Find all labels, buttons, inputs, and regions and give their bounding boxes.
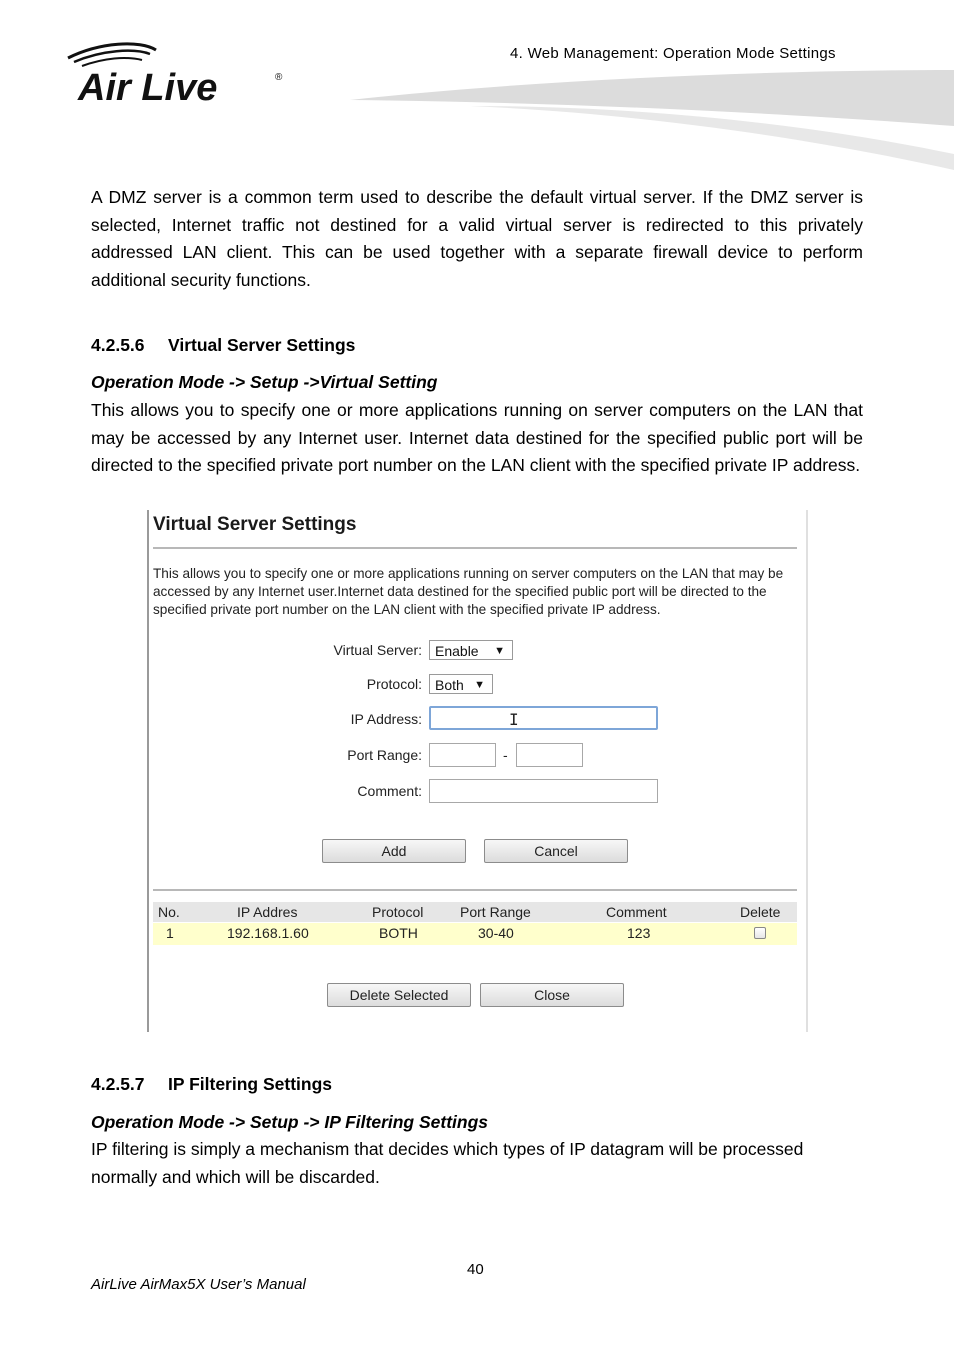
row-ip: 192.168.1.60	[227, 925, 309, 941]
virtual-server-description: This allows you to specify one or more applications running on server computers on the LAN that may be accessed by any Internet user. Internet data destined for the specified public port will be directed to the specified private port number on the LAN client with the specified private IP address.	[91, 400, 863, 476]
screenshot-description: This allows you to specify one or more applications running on server computers on the LAN that may be accessed by any Internet user.Internet data destined for the specified public port will be directed to the specified private port number on the LAN client with the specified private IP address.	[153, 566, 784, 617]
chapter-title: 4. Web Management: Operation Mode Settings	[510, 45, 836, 62]
add-button[interactable]: Add	[322, 839, 466, 863]
logo-wordmark: Air Live	[78, 67, 218, 108]
col-header-port-range: Port Range	[460, 904, 531, 920]
row-protocol: BOTH	[379, 925, 418, 941]
svg-text:®: ®	[275, 72, 283, 83]
row-port-range: 30-40	[478, 925, 514, 941]
page-number: 40	[467, 1261, 484, 1278]
col-header-no: No.	[158, 904, 180, 920]
col-header-protocol: Protocol	[372, 904, 424, 920]
header-swoosh-decoration	[350, 62, 954, 182]
table-header	[153, 902, 797, 922]
ip-filtering-description: IP filtering is simply a mechanism that decides which types of IP datagram will be processed normally and which will be discarded.	[91, 1139, 804, 1187]
section-title: Virtual Server Settings	[168, 335, 356, 355]
section-heading-virtual-server	[91, 335, 355, 356]
dropdown-arrow-icon: ▼	[494, 645, 505, 657]
ip-address-label: IP Address:	[350, 711, 422, 727]
table-row	[153, 923, 797, 945]
row-no: 1	[166, 925, 174, 941]
comment-input[interactable]	[429, 779, 658, 803]
protocol-select[interactable]: Both ▼	[429, 674, 493, 694]
protocol-label: Protocol:	[366, 676, 422, 692]
divider	[153, 889, 797, 891]
text-cursor-icon: I	[509, 710, 519, 729]
port-end-input[interactable]	[516, 743, 583, 767]
ip-address-input[interactable]	[429, 706, 658, 730]
section-number: 4.2.5.6	[91, 335, 145, 355]
port-range-separator: -	[503, 747, 508, 763]
dropdown-arrow-icon: ▼	[474, 679, 485, 691]
virtual-server-select[interactable]: Enable ▼	[429, 640, 513, 660]
manual-title: AirLive AirMax5X User’s Manual	[91, 1276, 306, 1293]
cancel-button[interactable]: Cancel	[484, 839, 628, 863]
delete-selected-button[interactable]: Delete Selected	[327, 983, 471, 1007]
airlive-logo	[60, 38, 300, 108]
menu-path-ip-filtering: Operation Mode -> Setup -> IP Filtering Settings	[91, 1112, 489, 1132]
comment-label: Comment:	[357, 783, 422, 799]
dmz-paragraph: A DMZ server is a common term used to describe the default virtual server. If the DMZ server is selected, Internet traffic not destined for a valid virtual server is redirected to this privately addressed LAN client. This can be used together with a separate firewall device to perform additional security functions.	[91, 187, 863, 290]
virtual-server-screenshot	[147, 510, 808, 1032]
virtual-server-label: Virtual Server:	[333, 642, 422, 658]
port-range-label: Port Range:	[347, 747, 422, 763]
col-header-ip: IP Addres	[237, 904, 298, 920]
col-header-delete: Delete	[740, 904, 781, 920]
section-number: 4.2.5.7	[91, 1074, 145, 1094]
delete-checkbox[interactable]	[754, 927, 766, 939]
close-button[interactable]: Close	[480, 983, 624, 1007]
section-heading-ip-filtering	[91, 1074, 332, 1095]
row-comment: 123	[627, 925, 651, 941]
section-title: IP Filtering Settings	[168, 1074, 333, 1094]
port-start-input[interactable]	[429, 743, 496, 767]
col-header-comment: Comment	[606, 904, 667, 920]
screenshot-title: Virtual Server Settings	[153, 514, 357, 535]
divider	[153, 547, 797, 549]
menu-path-virtual: Operation Mode -> Setup ->Virtual Setting	[91, 372, 438, 392]
